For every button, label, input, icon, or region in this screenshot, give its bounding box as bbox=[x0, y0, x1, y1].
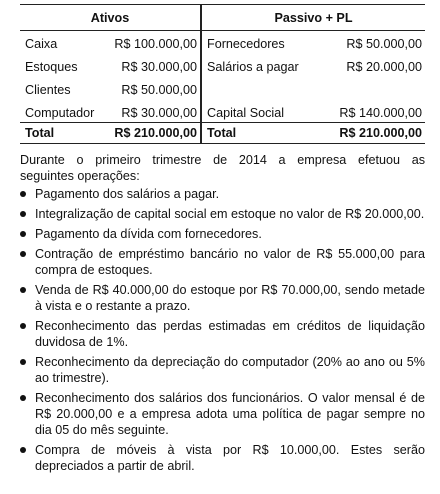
bullet-icon bbox=[20, 447, 26, 453]
bullet-icon bbox=[20, 251, 26, 257]
liabilities-total-row bbox=[202, 122, 425, 143]
assets-total-value: R$ 210.000,00 bbox=[114, 126, 197, 140]
list-item bbox=[20, 354, 425, 386]
operation-text: Compra de móveis à vista por R$ 10.000,00. Estes serão depreciados a partir de abril. bbox=[35, 443, 425, 473]
list-item bbox=[20, 226, 425, 242]
operation-text: Pagamento da dívida com fornecedores. bbox=[35, 227, 262, 241]
bullet-icon bbox=[20, 191, 26, 197]
asset-name: Computador bbox=[25, 106, 95, 120]
intro-line: seguintes operações: bbox=[20, 169, 140, 183]
bullet-icon bbox=[20, 395, 26, 401]
list-item bbox=[20, 186, 425, 202]
operation-text: Integralização de capital social em estoque no valor de R$ 20.000,00. bbox=[35, 207, 425, 221]
asset-name: Estoques bbox=[25, 60, 78, 74]
asset-name: Clientes bbox=[25, 83, 71, 97]
asset-value: R$ 100.000,00 bbox=[114, 37, 197, 51]
list-item bbox=[20, 442, 425, 474]
liabilities-total-value: R$ 210.000,00 bbox=[339, 126, 422, 140]
assets-row bbox=[20, 33, 200, 55]
liability-value: R$ 50.000,00 bbox=[346, 37, 422, 51]
liability-name: Salários a pagar bbox=[207, 60, 299, 74]
assets-total-row bbox=[20, 122, 200, 143]
bullet-icon bbox=[20, 323, 26, 329]
liabilities-row bbox=[202, 33, 425, 55]
liabilities-column bbox=[202, 5, 425, 143]
intro-line: Durante o primeiro trimestre de 2014 a empresa efetuou as bbox=[20, 153, 425, 167]
liabilities-header: Passivo + PL bbox=[202, 5, 425, 31]
liability-name: Capital Social bbox=[207, 106, 285, 120]
list-item bbox=[20, 206, 425, 222]
asset-value: R$ 50.000,00 bbox=[121, 83, 197, 97]
intro-paragraph bbox=[20, 152, 425, 184]
liabilities-row bbox=[202, 56, 425, 78]
operation-text: Venda de R$ 40.000,00 do estoque por R$ 70.000,00, sendo metade à vista e o restante a prazo. bbox=[35, 283, 425, 313]
bullet-icon bbox=[20, 231, 26, 237]
list-item bbox=[20, 390, 425, 438]
operations-list bbox=[20, 186, 425, 478]
liability-name: Fornecedores bbox=[207, 37, 285, 51]
bullet-icon bbox=[20, 211, 26, 217]
operation-text: Reconhecimento das perdas estimadas em créditos de liquidação duvidosa de 1%. bbox=[35, 319, 425, 349]
asset-value: R$ 30.000,00 bbox=[121, 106, 197, 120]
assets-row bbox=[20, 56, 200, 78]
balance-sheet-table bbox=[20, 4, 425, 144]
liability-value: R$ 20.000,00 bbox=[346, 60, 422, 74]
bullet-icon bbox=[20, 287, 26, 293]
operation-text: Reconhecimento da depreciação do computador (20% ao ano ou 5% ao trimestre). bbox=[35, 355, 425, 385]
bullet-icon bbox=[20, 359, 26, 365]
asset-value: R$ 30.000,00 bbox=[121, 60, 197, 74]
list-item bbox=[20, 246, 425, 278]
list-item bbox=[20, 318, 425, 350]
operation-text: Reconhecimento dos salários dos funcionários. O valor mensal é de R$ 20.000,00 e a empresa adota uma política de pagar sempre no dia 05 do mês seguinte. bbox=[35, 391, 425, 437]
assets-column bbox=[20, 5, 200, 143]
liabilities-row bbox=[202, 102, 425, 124]
assets-total-label: Total bbox=[25, 126, 55, 140]
list-item bbox=[20, 282, 425, 314]
liabilities-total-label: Total bbox=[207, 126, 237, 140]
assets-header: Ativos bbox=[20, 5, 200, 31]
assets-row bbox=[20, 102, 200, 124]
assets-row bbox=[20, 79, 200, 101]
liabilities-row bbox=[202, 79, 425, 101]
liability-value: R$ 140.000,00 bbox=[339, 106, 422, 120]
operation-text: Contração de empréstimo bancário no valor de R$ 55.000,00 para compra de estoques. bbox=[35, 247, 425, 277]
operation-text: Pagamento dos salários a pagar. bbox=[35, 187, 220, 201]
asset-name: Caixa bbox=[25, 37, 58, 51]
